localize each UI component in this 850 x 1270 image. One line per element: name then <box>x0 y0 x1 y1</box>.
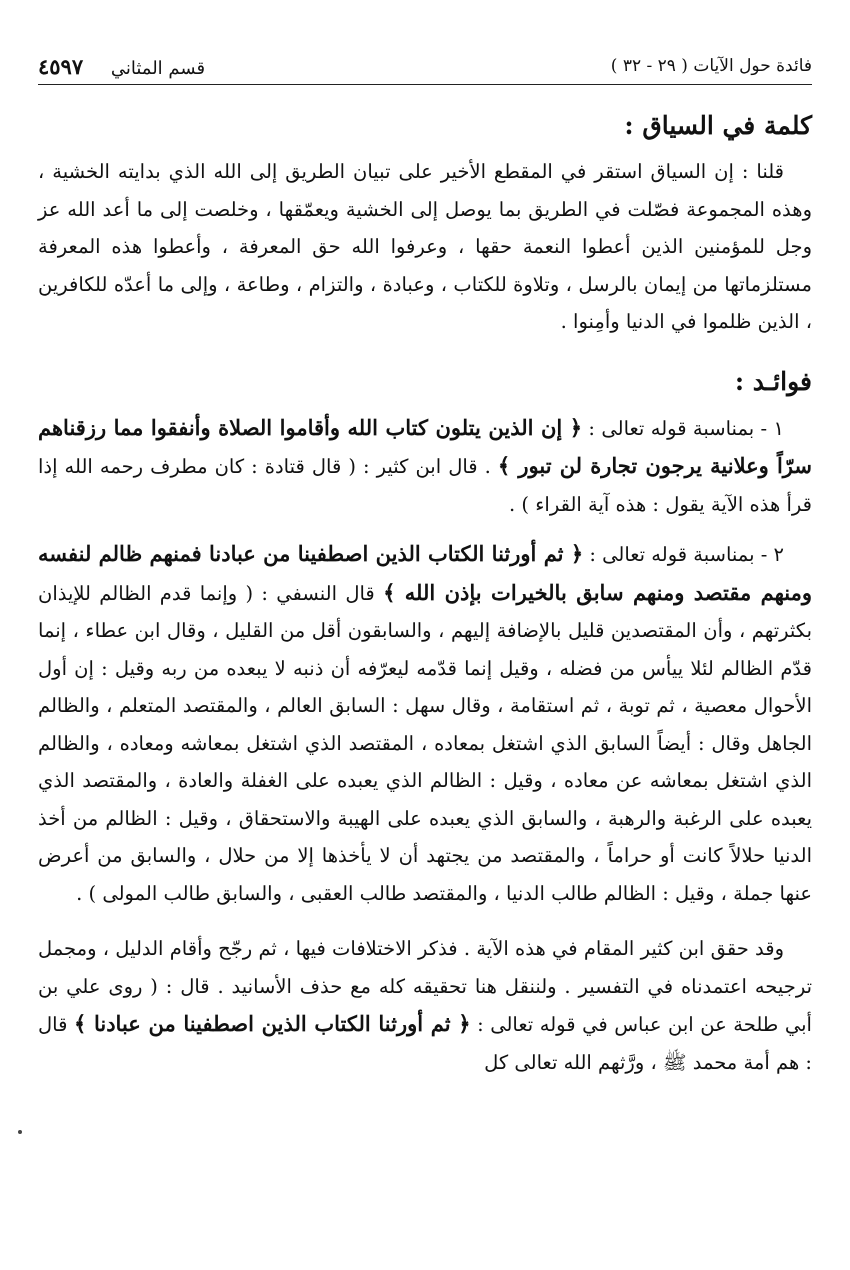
margin-mark <box>18 1130 22 1134</box>
section-name: قسم المثاني <box>110 58 206 79</box>
page <box>38 48 812 1081</box>
benefit-2-text: قال النسفي : ( وإنما قدم الظالم للإيذان بكثرتهم ، وأن المقتصدين قليل بالإضافة إليهم ، والسابقون أقل من القليل ، وقال ابن عطاء ، إنما قدّم الظالم لئلا ييأس من فضله ، وقيل إنما قدّمه ليعرّفه أن ذنبه لا يبعده من ربه وقيل : إن أول الأحوال معصية ، ثم توبة ، ثم استقامة ، وقال سهل : السابق العالم ، والمقتصد المتعلم ، والظالم الجاهل وقال : أيضاً السابق الذي اشتغل بمعاده ، المقتصد الذي اشتغل بمعاشه ومعاده ، والظالم الذي اشتغل بمعاشه عن معاده ، وقيل : الظالم الذي يعبده على الغفلة والعادة ، والمقتصد الذي يعبده على الرغبة والرهبة ، والسابق الذي يعبده على الهيبة والاستحقاق ، وقيل : الظالم من أخذ الدنيا حلالاً كانت أو حراماً ، والمقتصد من يجتهد أن لا يأخذها إلا من حلال ، والسابق من أعرض عنها جملة ، وقيل : الظالم طالب الدنيا ، والمقتصد طالب العقبى ، والسابق طالب المولى ) . <box>38 581 812 905</box>
section-heading-benefits: فوائـد : <box>734 366 812 396</box>
header-left <box>38 54 205 79</box>
section-heading-context: كلمة في السياق : <box>624 111 812 140</box>
benefit-item-2 <box>38 535 812 912</box>
page-number: ٤٥٩٧ <box>38 54 84 79</box>
benefit-1-intro: ١ - بمناسبة قوله تعالى : <box>582 416 784 440</box>
benefit-3-text-after: قال : هم أمة محمد ﷺ ، ورَّثهم الله تعالى كل <box>38 1013 812 1074</box>
benefit-item-3 <box>38 930 812 1081</box>
context-paragraph: قلنا : إن السياق استقر في المقطع الأخير على تبيان الطريق إلى الله الذي بدايته الخشية ، وهذه المجموعة فصّلت في الطريق بما يوصل إلى الخشية ويعمّقها ، وخلصت إلى ما أعد الله عز وجل للمؤمنين الذين أعطوا النعمة حقها ، وعرفوا الله حق المعرفة ، وأعطوا هذه المعرفة مستلزماتها من إيمان بالرسل ، وتلاوة للكتاب ، وعبادة ، والتزام ، وطاعة ، وإلى ما أعدّه للكافرين ، الذين ظلموا في الدنيا وأمِنوا . <box>38 160 812 333</box>
benefit-1-text: . قال ابن كثير : ( قال قتادة : كان مطرف رحمه الله إذا قرأ هذه الآية يقول : هذه آية القراء ) . <box>38 455 812 516</box>
benefit-2-verse: ﴿ ثم أورثنا الكتاب الذين اصطفينا من عبادنا فمنهم ظالم لنفسه ومنهم مقتصد ومنهم سابق بالخيرات بإذن الله ﴾ <box>38 541 812 605</box>
benefit-item-1 <box>38 409 812 524</box>
running-header <box>38 48 812 85</box>
benefit-2-intro: ٢ - بمناسبة قوله تعالى : <box>583 543 784 566</box>
running-title: فائدة حول الآيات ( ٢٩ - ٣٢ ) <box>610 56 812 76</box>
benefit-3-text: وقد حقق ابن كثير المقام في هذه الآية . فذكر الاختلافات فيها ، ثم رجّح وأقام الدليل ، ومجمل ترجيحه اعتمدناه في التفسير . ولننقل هنا تحقيقه كله مع حذف الأسانيد . قال : ( روى علي بن أبي طلحة عن ابن عباس في قوله تعالى : <box>38 937 812 1036</box>
benefit-3-verse: ﴿ ثم أورثنا الكتاب الذين اصطفينا من عبادنا ﴾ <box>73 1011 471 1036</box>
benefit-1-verse: ﴿ إن الذين يتلون كتاب الله وأقاموا الصلاة وأنفقوا مما رزقناهم سرّاً وعلانية يرجون تجارة لن تبور ﴾ <box>38 414 812 478</box>
